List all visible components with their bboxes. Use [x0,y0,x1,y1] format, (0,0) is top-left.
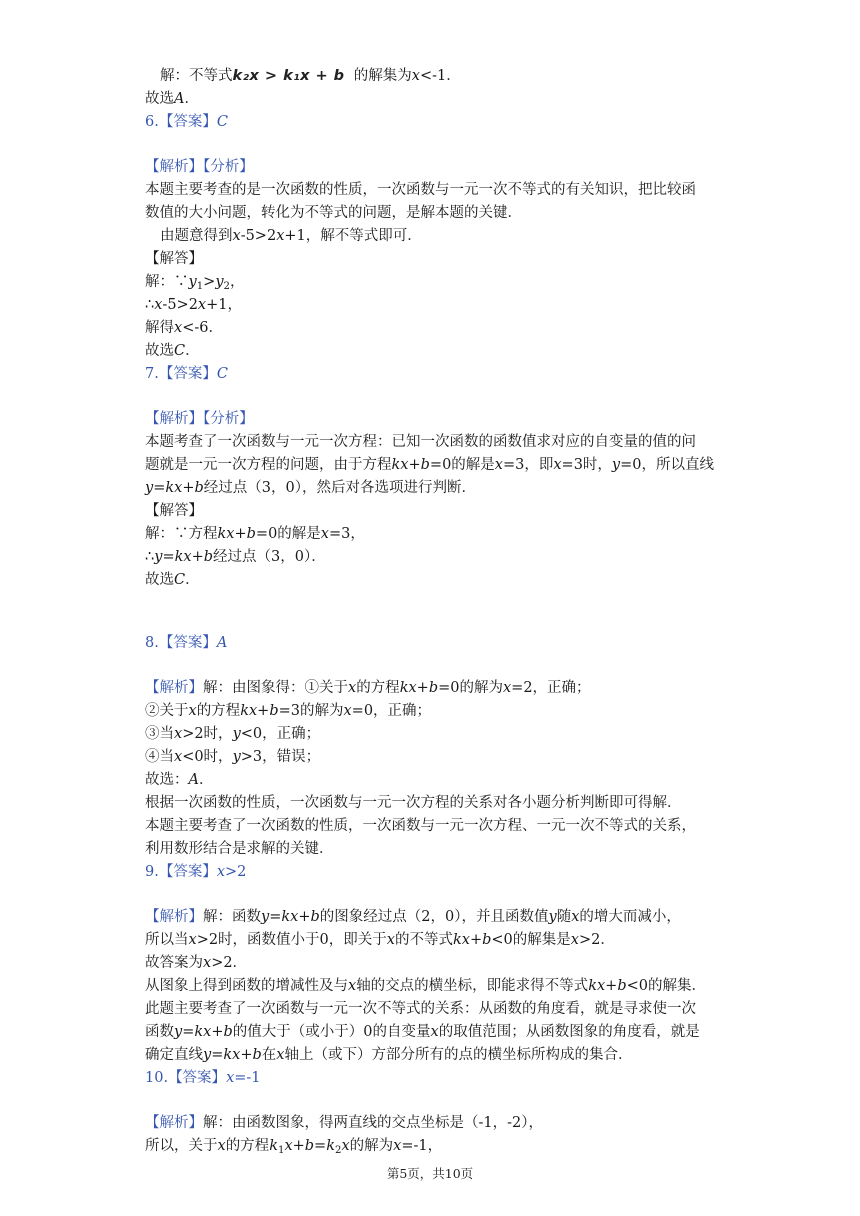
answer-value: =-1 [234,1070,261,1086]
text-line [145,770,213,790]
text: = [162,549,175,565]
text-line: 本题主要考查了一次函数的性质，一次函数与一元一次方程、一元一次不等式的关系， [145,818,696,834]
text: 的方程 [225,1138,270,1154]
text-line: 数值的大小问题，转化为不等式的问题，是解本题的关键． [145,205,522,221]
solution-tag: 【解答】 [145,503,203,519]
text: + [191,549,204,565]
text: kx [194,1024,212,1040]
answer-heading [145,862,246,882]
text: b [420,457,430,473]
text: x [276,228,285,244]
text: x [570,932,579,948]
text: 的方程 [356,680,400,696]
text: 确定直线 [145,1047,203,1063]
text: <0的解集． [626,978,706,994]
question-number: 6. [145,114,159,130]
text: kx [391,457,409,473]
text: +1， [206,297,242,313]
text-line: 利用数形结合是求解的关键． [145,841,334,857]
text-line [145,907,681,927]
text: y [203,1047,212,1063]
text: x [430,1024,439,1040]
text: =3时， [561,457,612,473]
text: x [553,457,562,473]
answer-tag: 【答案】 [168,1070,227,1086]
text: 故选 [145,572,174,588]
text: = [269,909,282,925]
text-line [145,570,200,590]
text: 故选： [145,772,189,788]
text: 所以，关于 [145,1138,218,1154]
text-line [145,976,706,996]
text: x [276,1047,285,1063]
text: 故选 [145,91,174,107]
text: 的值大于（或小于）0的自变量 [232,1024,431,1040]
text-line: 此题主要考查了一次函数与一元一次不等式的关系：从函数的角度看，就是寻求使一次 [145,1001,696,1017]
question-number: 10. [145,1070,169,1086]
text: 解得 [145,320,174,336]
answer-tag: 【答案】 [158,114,217,130]
text-line [145,747,320,767]
answer-value: A [216,635,228,651]
answer-tag: 【答案】 [158,366,217,382]
text: 故选 [145,343,174,359]
text: = [211,1047,224,1063]
question-number: 9. [145,864,159,880]
answer-tag: 【答案】 [158,864,217,880]
text-line [145,930,615,950]
text: + [234,526,247,542]
text: =0，所以直线 [620,457,714,473]
text: 解：∵方程 [145,526,218,542]
text-line [145,678,591,698]
text-line: 本题考查了一次函数与一元一次方程：已知一次函数的函数值求对应的自变量的值的问 [145,434,696,450]
text: x [411,68,420,84]
answer-value: C [216,366,228,382]
text-line [160,226,422,246]
text: 解：函数 [203,909,261,925]
text: b [223,1024,233,1040]
analysis-tag: 【解析】 [145,680,203,696]
text: y [215,274,224,290]
text: <0，正确； [240,726,321,742]
text: ②关于 [145,703,189,719]
text: x [188,932,197,948]
text: 的增大而减小， [579,909,681,925]
text: =3， [328,526,365,542]
text: x [174,749,183,765]
text-line [145,455,714,475]
text: =0，正确； [351,703,432,719]
text: x [154,297,163,313]
text: 随 [556,909,572,925]
answer-heading [145,1068,261,1088]
text: =3的解为 [278,703,344,719]
text: 函数 [145,1024,174,1040]
analysis-tag: 【解析】 [145,909,203,925]
text: x [203,955,212,971]
text: + [605,978,618,994]
text: y [548,909,557,925]
text: x [386,932,395,948]
text: =3，即 [502,457,554,473]
text: x [188,703,197,719]
text: kx [217,526,235,542]
text: A [174,91,185,107]
text-line [145,724,320,744]
answer-value: >2 [225,864,247,880]
text-line [145,953,247,973]
text: + [469,932,483,948]
text: b [617,978,627,994]
text-line [145,701,431,721]
text: ． [185,572,200,588]
answer-tag: 【答案】 [158,635,217,651]
text-line: 本题主要考查的是一次函数的性质，一次函数与一元一次不等式的有关知识，把比较函 [145,182,696,198]
text: -5>2 [240,228,277,244]
text-line [145,547,326,567]
text: x [494,457,503,473]
answer-heading [145,633,227,653]
text: +1，解不等式即可． [284,228,422,244]
text: x+b=k [284,1138,335,1154]
text: 所以当 [145,932,189,948]
math-inequality: k₂x > k₁x + b [232,68,345,84]
text: x [174,320,183,336]
text: 的解集为 [353,68,412,84]
text-line: 根据一次函数的性质，一次函数与一元一次方程的关系对各小题分析判断即可得解． [145,795,682,811]
question-number: 7. [145,366,159,382]
text-line: 解：$\because y_1>y_2$， [145,274,245,292]
text-line [145,524,365,544]
text: 经过点（3，0）． [213,549,326,565]
text-line [145,89,199,109]
text: x [343,703,352,719]
text-line [145,1045,632,1065]
page-footer: 第5页，共10页 [386,1166,474,1181]
answer-heading [145,364,228,384]
text: x [174,726,183,742]
text: y [232,749,241,765]
text: > [203,274,216,290]
text: A [188,772,199,788]
text: b [252,1047,262,1063]
text-line [145,341,200,361]
text: 解：由函数图象，得两直线的交点坐标是（-1，-2）， [203,1115,543,1131]
text: + [416,680,429,696]
text: kx [588,978,606,994]
text: ， [229,274,245,290]
text-line [145,295,242,315]
text: <0的解集是 [491,932,571,948]
text: + [298,909,311,925]
text: <-6． [182,320,223,336]
text: =-1， [401,1138,443,1154]
text: 故答案为 [145,955,203,971]
text: kx [452,932,470,948]
text: y [611,457,621,473]
text: x [571,909,580,925]
text: 由题意得到 [160,228,233,244]
text: kx [165,480,183,496]
answer-value: x [226,1070,235,1086]
text: 在 [261,1047,277,1063]
solution-tag: 【解答】 [145,251,203,267]
text: b [428,680,439,696]
text: 的解为 [349,1138,394,1154]
text: = [153,480,166,496]
text: + [211,1024,224,1040]
text: = [182,1024,195,1040]
text-line [160,66,461,86]
text: ④当 [145,749,174,765]
text: >2时，函数值小于0，即关于 [196,932,387,948]
text: -5>2 [162,297,198,313]
text: 解：∵ [145,274,189,290]
text-line: 所以，关于x的方程$k_1x+b=k_2x$的解为x=-1， [145,1138,443,1156]
text: >3，错误； [240,749,321,765]
text: + [257,703,270,719]
text: y [145,480,154,496]
analysis-tag: 【解析】【分析】 [145,159,254,175]
text: kx [281,909,299,925]
text: 解：由图象得：①关于 [203,680,348,696]
text: x [348,978,357,994]
analysis-tag: 【解析】 [145,1115,203,1131]
text: x [232,228,241,244]
text: b [194,480,204,496]
text: y [232,726,241,742]
text: ∴ [145,549,155,565]
text: x [197,297,207,313]
text: ③当 [145,726,174,742]
text: 从图象上得到函数的增减性及与 [145,978,348,994]
text: k [269,1138,278,1154]
text: y [174,1024,183,1040]
text: kx [223,1047,241,1063]
text: C [174,572,186,588]
text: 的图象经过点（2，0），并且函数值 [319,909,549,925]
text: x [341,1138,350,1154]
text: ∴ [145,297,155,313]
text: kx [174,549,192,565]
text: ． [185,343,200,359]
answer-value: C [216,114,228,130]
text: kx [240,703,258,719]
text: C [174,343,186,359]
text-line [145,478,476,498]
text: b [203,549,214,565]
text: + [240,1047,253,1063]
question-number: 8. [145,635,159,651]
text: b [310,909,320,925]
text: <-1． [419,68,461,84]
text: 轴的交点的横坐标，即能求得不等式 [356,978,589,994]
text: + [408,457,421,473]
text: 经过点（3，0），然后对各选项进行判断． [203,480,476,496]
text: x [348,680,357,696]
text: x [217,1138,226,1154]
text: y [261,909,270,925]
text: >2． [211,955,248,971]
text: kx [399,680,417,696]
text: =2，正确； [511,680,591,696]
text: =0的解为 [438,680,503,696]
text: 的取值范围；从函数图象的角度看，就是 [438,1024,700,1040]
text: >2． [578,932,615,948]
text: y [154,549,163,565]
analysis-tag: 【解析】【分析】 [145,411,254,427]
text: x [393,1138,402,1154]
text: b [482,932,492,948]
text-line [145,1022,700,1042]
text: x [320,526,329,542]
text: =0的解是 [255,526,321,542]
text: x [502,680,512,696]
text: b [246,526,256,542]
text: =0的解是 [429,457,495,473]
text: 题就是一元一次方程的问题，由于方程 [145,457,392,473]
text: <0时， [182,749,233,765]
text: b [269,703,279,719]
text: 解：不等式 [160,68,233,84]
text: + [182,480,195,496]
text: 的方程 [196,703,241,719]
answer-value: x [216,864,226,880]
text-line [145,1113,543,1133]
text: y [188,274,197,290]
answer-heading [145,112,228,132]
text: ． [198,772,214,788]
text: ． [184,91,199,107]
text: 轴上（或下）方部分所有的点的横坐标所构成的集合． [284,1047,633,1063]
text: 的不等式 [394,932,453,948]
text-line [145,318,223,338]
text: >2时， [182,726,233,742]
